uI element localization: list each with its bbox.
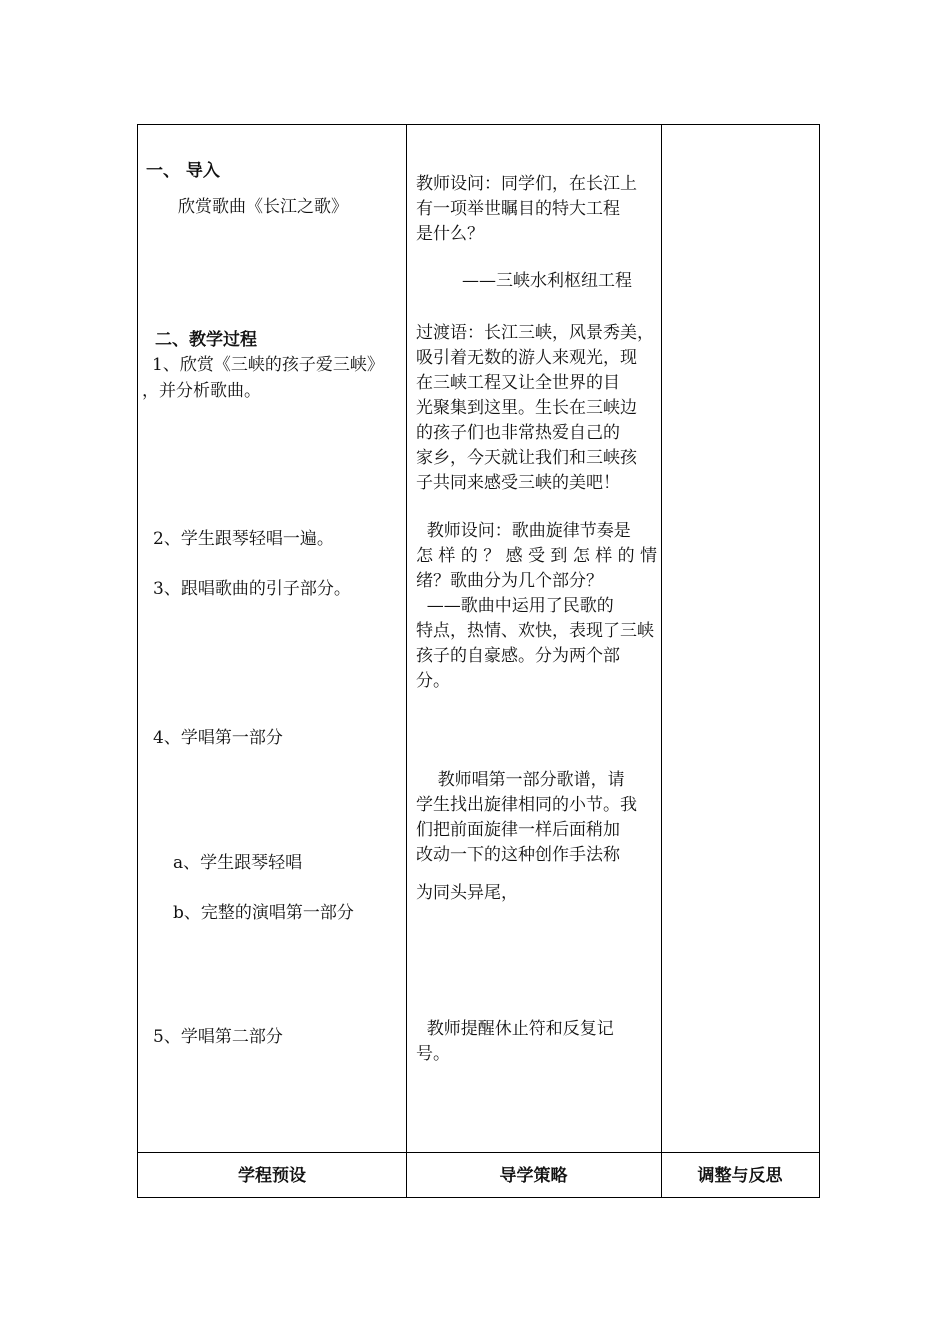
sing-line: 们把前面旋律一样后面稍加 [416, 820, 620, 840]
sing-line: 改动一下的这种创作手法称 [416, 845, 620, 865]
sing-last-line: 为同头异尾， [416, 883, 518, 903]
column-divider-2 [661, 125, 662, 1197]
transition-line: 吸引着无数的游人来观光，现 [416, 348, 637, 368]
step2: 2、学生跟琴轻唱一遍。 [153, 529, 334, 549]
sing-line: 教师唱第一部分歌谱，请 [416, 770, 625, 790]
question2-line: 分。 [416, 671, 450, 691]
step3: 3、跟唱歌曲的引子部分。 [153, 579, 351, 599]
column-header-reflection: 调整与反思 [697, 1166, 783, 1186]
step4b: b、完整的演唱第一部分 [173, 903, 354, 923]
step1-line2: ，并分析歌曲。 [142, 381, 261, 401]
transition-line: 子共同来感受三峡的美吧！ [416, 473, 620, 493]
sing-line: 学生找出旋律相同的小节。我 [416, 795, 637, 815]
transition-line: 的孩子们也非常热爱自己的 [416, 423, 620, 443]
question1-line1: 教师设问：同学们，在长江上 [416, 174, 637, 194]
intro-heading: 一、 导入 [146, 161, 220, 181]
question1-line3: 是什么？ [416, 224, 484, 244]
question2-line: ——歌曲中运用了民歌的 [416, 596, 614, 616]
question2-line: 孩子的自豪感。分为两个部 [416, 646, 620, 666]
intro-text: 欣赏歌曲《长江之歌》 [178, 197, 348, 217]
step4a: a、学生跟琴轻唱 [173, 853, 303, 873]
remind-line1: 教师提醒休止符和反复记 [416, 1019, 614, 1039]
step4: 4、学唱第一部分 [153, 728, 283, 748]
answer1: ——三峡水利枢纽工程 [462, 271, 632, 291]
column-divider-1 [406, 125, 407, 1197]
transition-line: 光聚集到这里。生长在三峡边 [416, 398, 637, 418]
question2-line: 绪？歌曲分为几个部分？ [416, 571, 603, 591]
question2-line: 怎 样 的 ？ 感 受 到 怎 样 的 情 [416, 546, 658, 566]
process-heading: 二、教学过程 [155, 330, 257, 350]
transition-line: 过渡语：长江三峡，风景秀美， [416, 323, 654, 343]
step5: 5、学唱第二部分 [153, 1027, 283, 1047]
lesson-plan-table [137, 124, 820, 1198]
question1-line2: 有一项举世瞩目的特大工程 [416, 199, 620, 219]
transition-line: 家乡，今天就让我们和三峡孩 [416, 448, 637, 468]
column-header-strategy: 导学策略 [499, 1166, 568, 1186]
transition-line: 在三峡工程又让全世界的目 [416, 373, 620, 393]
question2-line: 教师设问：歌曲旋律节奏是 [416, 521, 631, 541]
column-header-plan: 学程预设 [238, 1166, 306, 1186]
question2-line: 特点，热情、欢快，表现了三峡 [416, 621, 654, 641]
step1-line1: 1、欣赏《三峡的孩子爱三峡》 [152, 355, 384, 375]
remind-line2: 号。 [416, 1044, 450, 1064]
